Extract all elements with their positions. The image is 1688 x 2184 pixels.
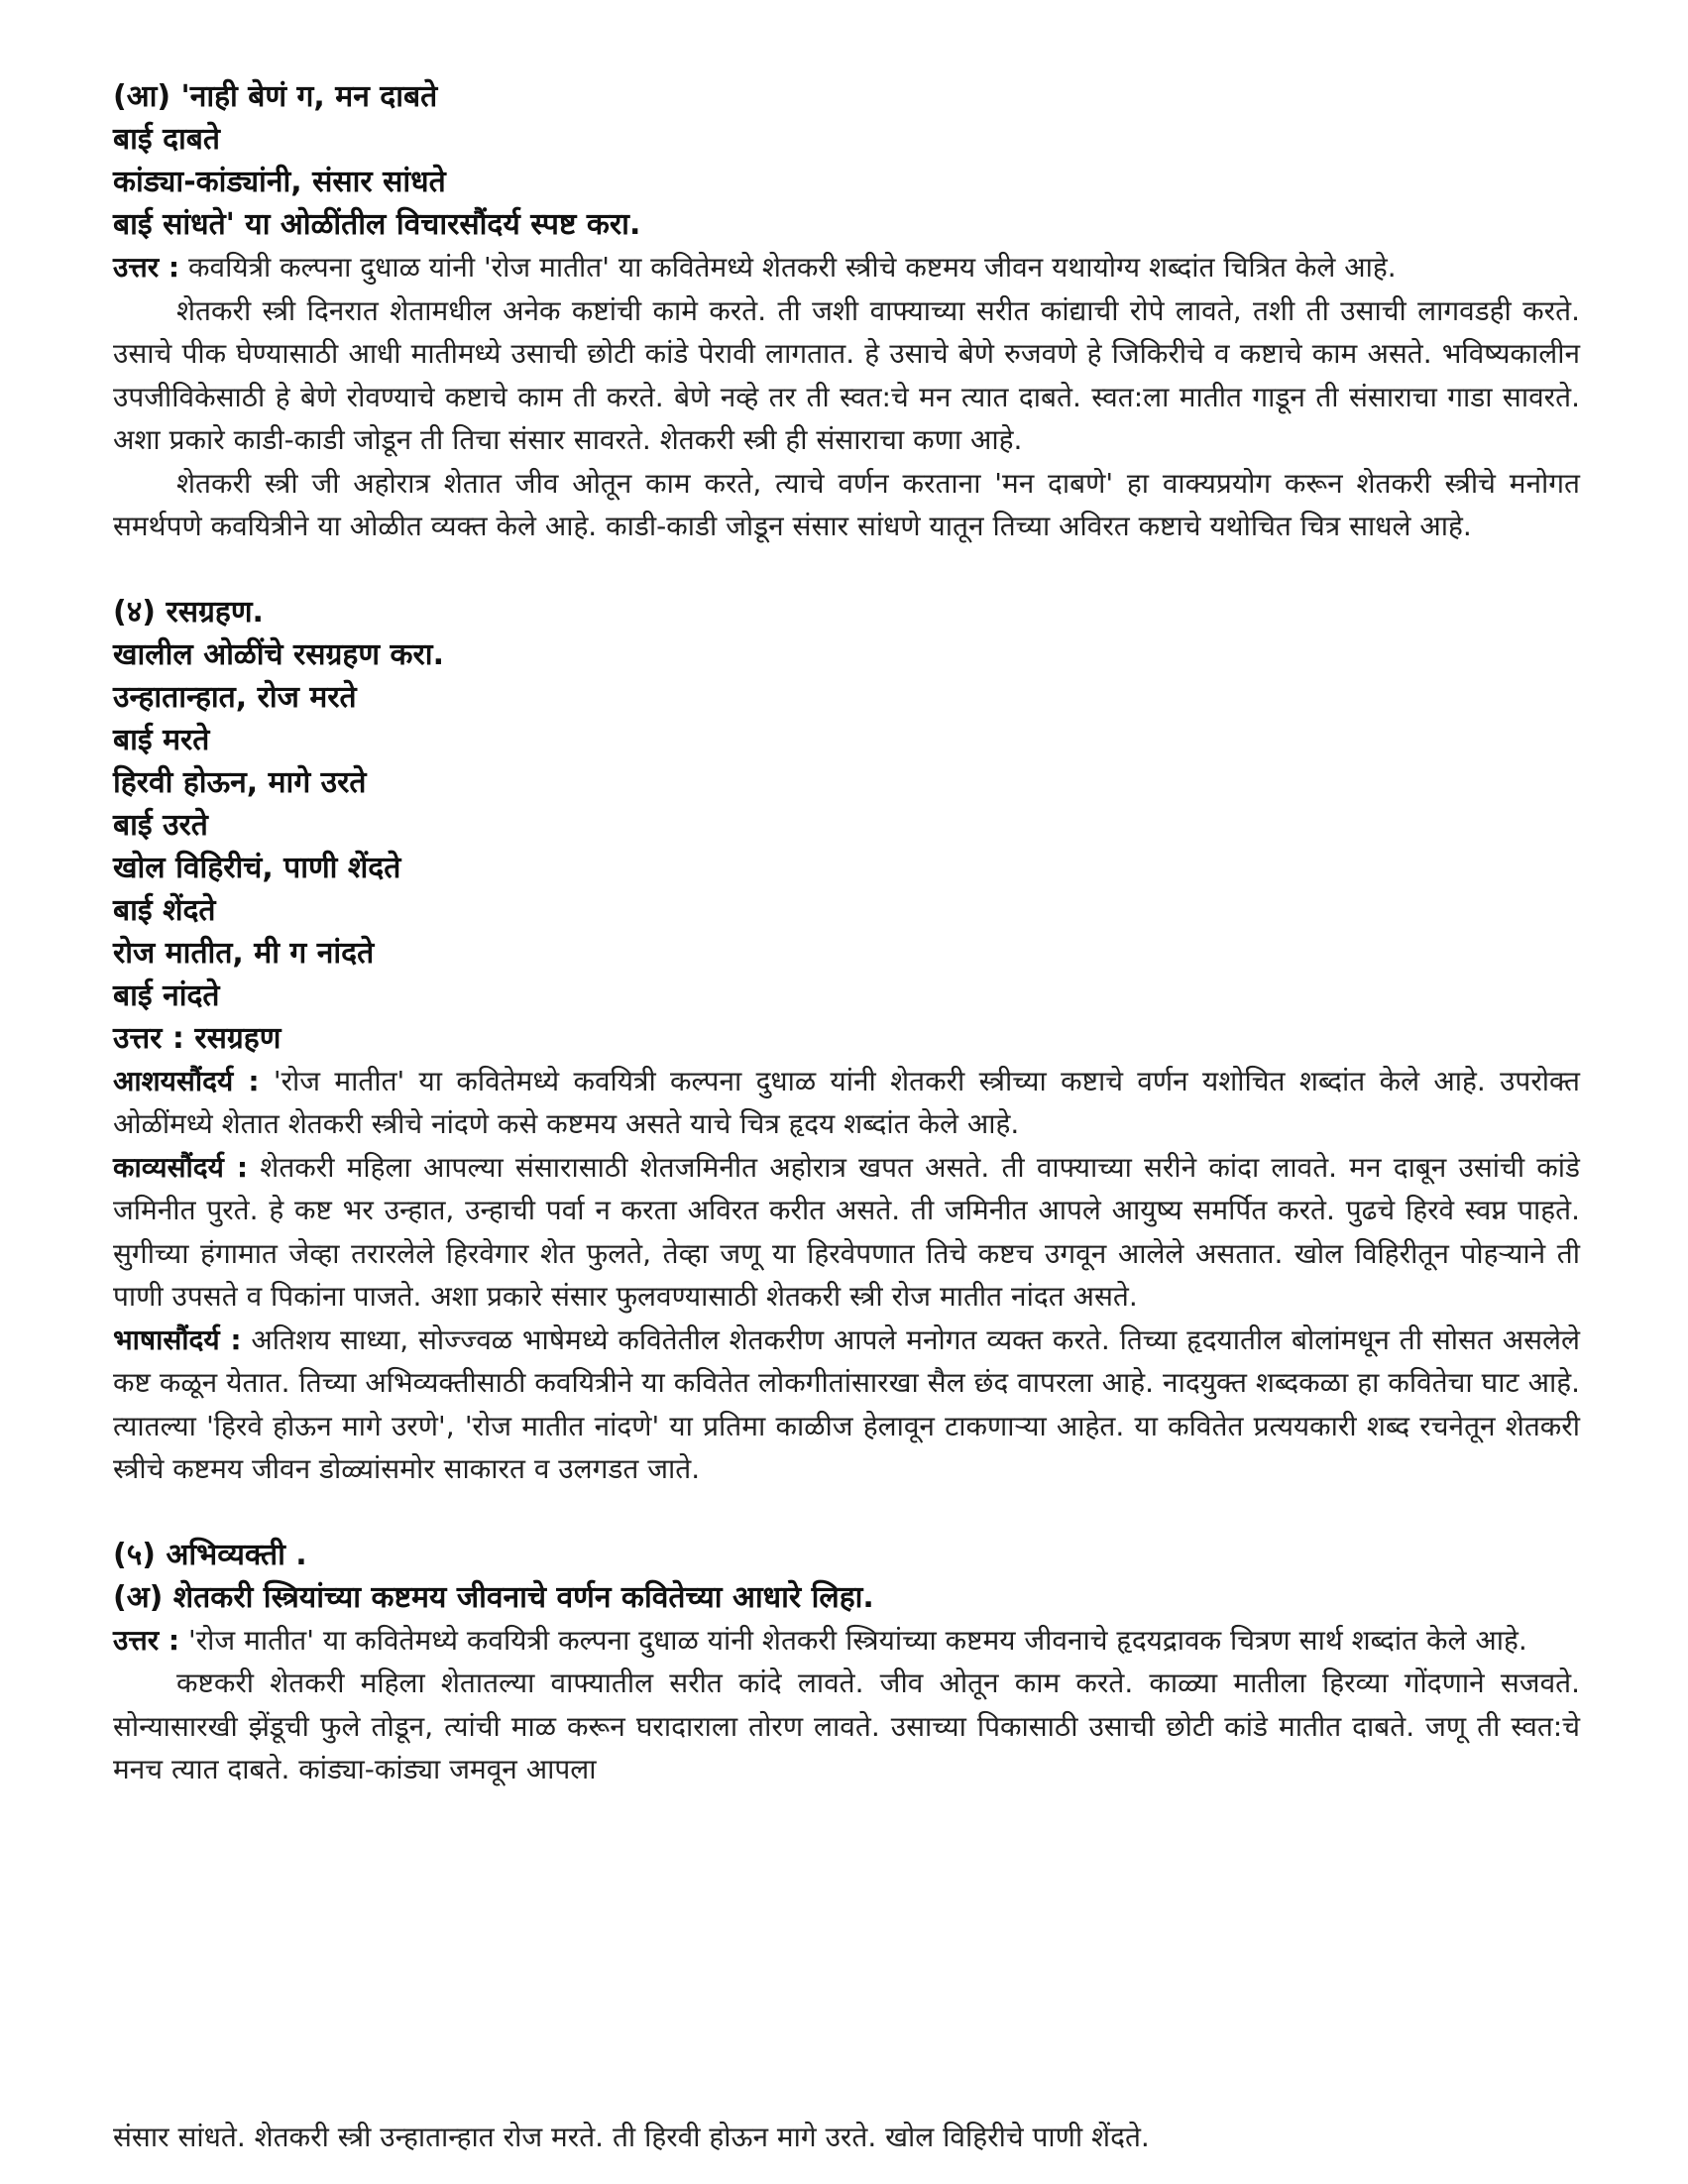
answer-heading: उत्तर : रसग्रहण: [113, 1020, 281, 1056]
kavya-paragraph: [113, 1146, 1580, 1319]
kavya-label: काव्यसौंदर्य :: [113, 1150, 249, 1184]
question-line: बाई सांधते' या ओळींतील विचारसौंदर्य स्पष्ट करा.: [113, 207, 641, 242]
poem-line: रोज मातीत, मी ग नांदते: [113, 935, 375, 971]
question-line: (अ) शेतकरी स्त्रियांच्या कष्टमय जीवनाचे वर्णन कवितेच्या आधारे लिहा.: [113, 1579, 874, 1615]
body-paragraph: शेतकरी स्त्री दिनरात शेतामधील अनेक कष्टांची कामे करते. ती जशी वाफ्याच्या सरीत कांद्याची रोपे लावते, तशी ती उसाची लागवडही करते. उसाचे पीक घेण्यासाठी आधी मातीमध्ये उसाची छोटी कांडे पेरावी लागतात. हे उसाचे बेणे रुजवणे हे जिकिरीचे व कष्टाचे काम असते. भविष्यकालीन उपजीविकेसाठी हे बेणे रोवण्याचे कष्टाचे काम ती करते. बेणे नव्हे तर ती स्वत:चे मन त्यात दाबते. स्वत:ला मातीत गाडून ती संसाराचा गाडा सावरते. अशा प्रकारे काडी-काडी जोडून ती तिचा संसार सावरते. शेतकरी स्त्री ही संसाराचा कणा आहे.: [113, 293, 1580, 456]
question-line: (आ) 'नाही बेणं ग, मन दाबते: [113, 79, 438, 114]
bhasha-label: भाषासौंदर्य :: [113, 1322, 242, 1356]
answer-paragraph: [113, 246, 1580, 289]
poem-line: बाई मरते: [113, 722, 210, 757]
bhasha-paragraph: [113, 1319, 1580, 1491]
answer-label: उत्तर :: [113, 1623, 180, 1657]
answer-paragraph: [113, 1619, 1580, 1663]
answer-text: कवयित्री कल्पना दुधाळ यांनी 'रोज मातीत' या कवितेमध्ये शेतकरी स्त्रीचे कष्टमय जीवन यथायोग्य शब्दांत चित्रित केले आहे.: [188, 251, 1397, 284]
poem-line: उन्हातान्हात, रोज मरते: [113, 679, 357, 715]
kavya-text: शेतकरी महिला आपल्या संसारासाठी शेतजमिनीत अहोरात्र खपत असते. ती वाफ्याच्या सरीने कांदा लावते. मन दाबून उसांची कांडे जमिनीत पुरते. हे कष्ट भर उन्हात, उन्हाची पर्वा न करता अविरत करीत असते. ती जमिनीत आपले आयुष्य समर्पित करते. पुढचे हिरवे स्वप्न पाहते. सुगीच्या हंगामात जेव्हा तरारलेले हिरवेगार शेत फुलते, तेव्हा जणू या हिरवेपणात तिचे कष्टच उगवून आलेले असतात. खोल विहिरीतून पोहऱ्याने ती पाणी उपसते व पिकांना पाजते. अशा प्रकारे संसार फुलवण्यासाठी शेतकरी स्त्री रोज मातीत नांदत असते.: [113, 1150, 1580, 1313]
page-content: [113, 75, 1580, 1791]
poem-line: खोल विहिरीचं, पाणी शेंदते: [113, 850, 401, 885]
bhasha-text: अतिशय साध्या, सोज्ज्वळ भाषेमध्ये कवितेतील शेतकरीण आपले मनोगत व्यक्त करते. तिच्या हृदयातील बोलांमधून ती सोसत असलेले कष्ट कळून येतात. तिच्या अभिव्यक्तीसाठी कवयित्रीने या कवितेत लोकगीतांसारखा सैल छंद वापरला आहे. नादयुक्त शब्दकळा हा कवितेचा घाट आहे. त्यातल्या 'हिरवे होऊन मागे उरणे', 'रोज मातीत नांदणे' या प्रतिमा काळीज हेलावून टाकणाऱ्या आहेत. या कवितेत प्रत्ययकारी शब्द रचनेतून शेतकरी स्त्रीचे कष्टमय जीवन डोळ्यांसमोर साकारत व उलगडत जाते.: [113, 1322, 1580, 1485]
section-gap: [113, 548, 1580, 591]
section-gap: [113, 1491, 1580, 1534]
poem-line: हिरवी होऊन, मागे उरते: [113, 764, 367, 800]
cutoff-line-text: संसार सांधते. शेतकरी स्त्री उन्हातान्हात रोज मरते. ती हिरवी होऊन मागे उरते. खोल विहिरीचे पाणी शेंदते.: [113, 2121, 1150, 2153]
cutoff-line: [113, 2121, 1580, 2157]
question-line: कांड्या-कांड्यांनी, संसार सांधते: [113, 165, 446, 199]
question-block-aa: [113, 75, 1580, 246]
body-paragraph: शेतकरी स्त्री जी अहोरात्र शेतात जीव ओतून काम करते, त्याचे वर्णन करताना 'मन दाबणे' हा वाक्यप्रयोग करून शेतकरी स्त्रीचे मनोगत समर्थपणे कवयित्रीने या ओळीत व्यक्त केले आहे. काडी-काडी जोडून संसार सांधणे यातून तिच्या अविरत कष्टाचे यथोचित चित्र साधले आहे.: [113, 466, 1580, 542]
answer-label: उत्तर :: [113, 251, 180, 284]
poem-line: बाई नांदते: [113, 977, 220, 1013]
section-heading: (४) रसग्रहण.: [113, 594, 264, 630]
poem-lines: [113, 633, 1580, 1017]
body-paragraph: कष्टकरी शेतकरी महिला शेतातल्या वाफ्यातील सरीत कांदे लावते. जीव ओतून काम करते. काळ्या मातीला हिरव्या गोंदणाने सजवते. सोन्यासारखी झेंडूची फुले तोडून, त्यांची माळ करून घरादाराला तोरण लावते. उसाच्या पिकासाठी उसाची छोटी कांडे मातीत दाबते. जणू ती स्वत:चे मनच त्यात दाबते. कांड्या-कांड्या जमवून आपला: [113, 1667, 1580, 1785]
aashay-paragraph: [113, 1060, 1580, 1146]
answer-text: 'रोज मातीत' या कवितेमध्ये कवयित्री कल्पना दुधाळ यांनी शेतकरी स्त्रियांच्या कष्टमय जीवनाचे हृदयद्रावक चित्रण सार्थ शब्दांत केले आहे.: [188, 1623, 1527, 1657]
question-line: बाई दाबते: [113, 122, 221, 157]
aashay-text: 'रोज मातीत' या कवितेमध्ये कवयित्री कल्पना दुधाळ यांनी शेतकरी स्त्रीच्या कष्टाचे वर्णन यशोचित शब्दांत केले आहे. उपरोक्त ओळींमध्ये शेतात शेतकरी स्त्रीचे नांदणे कसे कष्टमय असते याचे चित्र हृदय शब्दांत केले आहे.: [113, 1064, 1580, 1140]
poem-line: बाई उरते: [113, 807, 208, 843]
poem-line: खालील ओळींचे रसग्रहण करा.: [113, 636, 444, 672]
poem-line: बाई शेंदते: [113, 892, 216, 928]
aashay-label: आशयसौंदर्य :: [113, 1064, 260, 1097]
section-heading: (५) अभिव्यक्ती .: [113, 1537, 307, 1572]
